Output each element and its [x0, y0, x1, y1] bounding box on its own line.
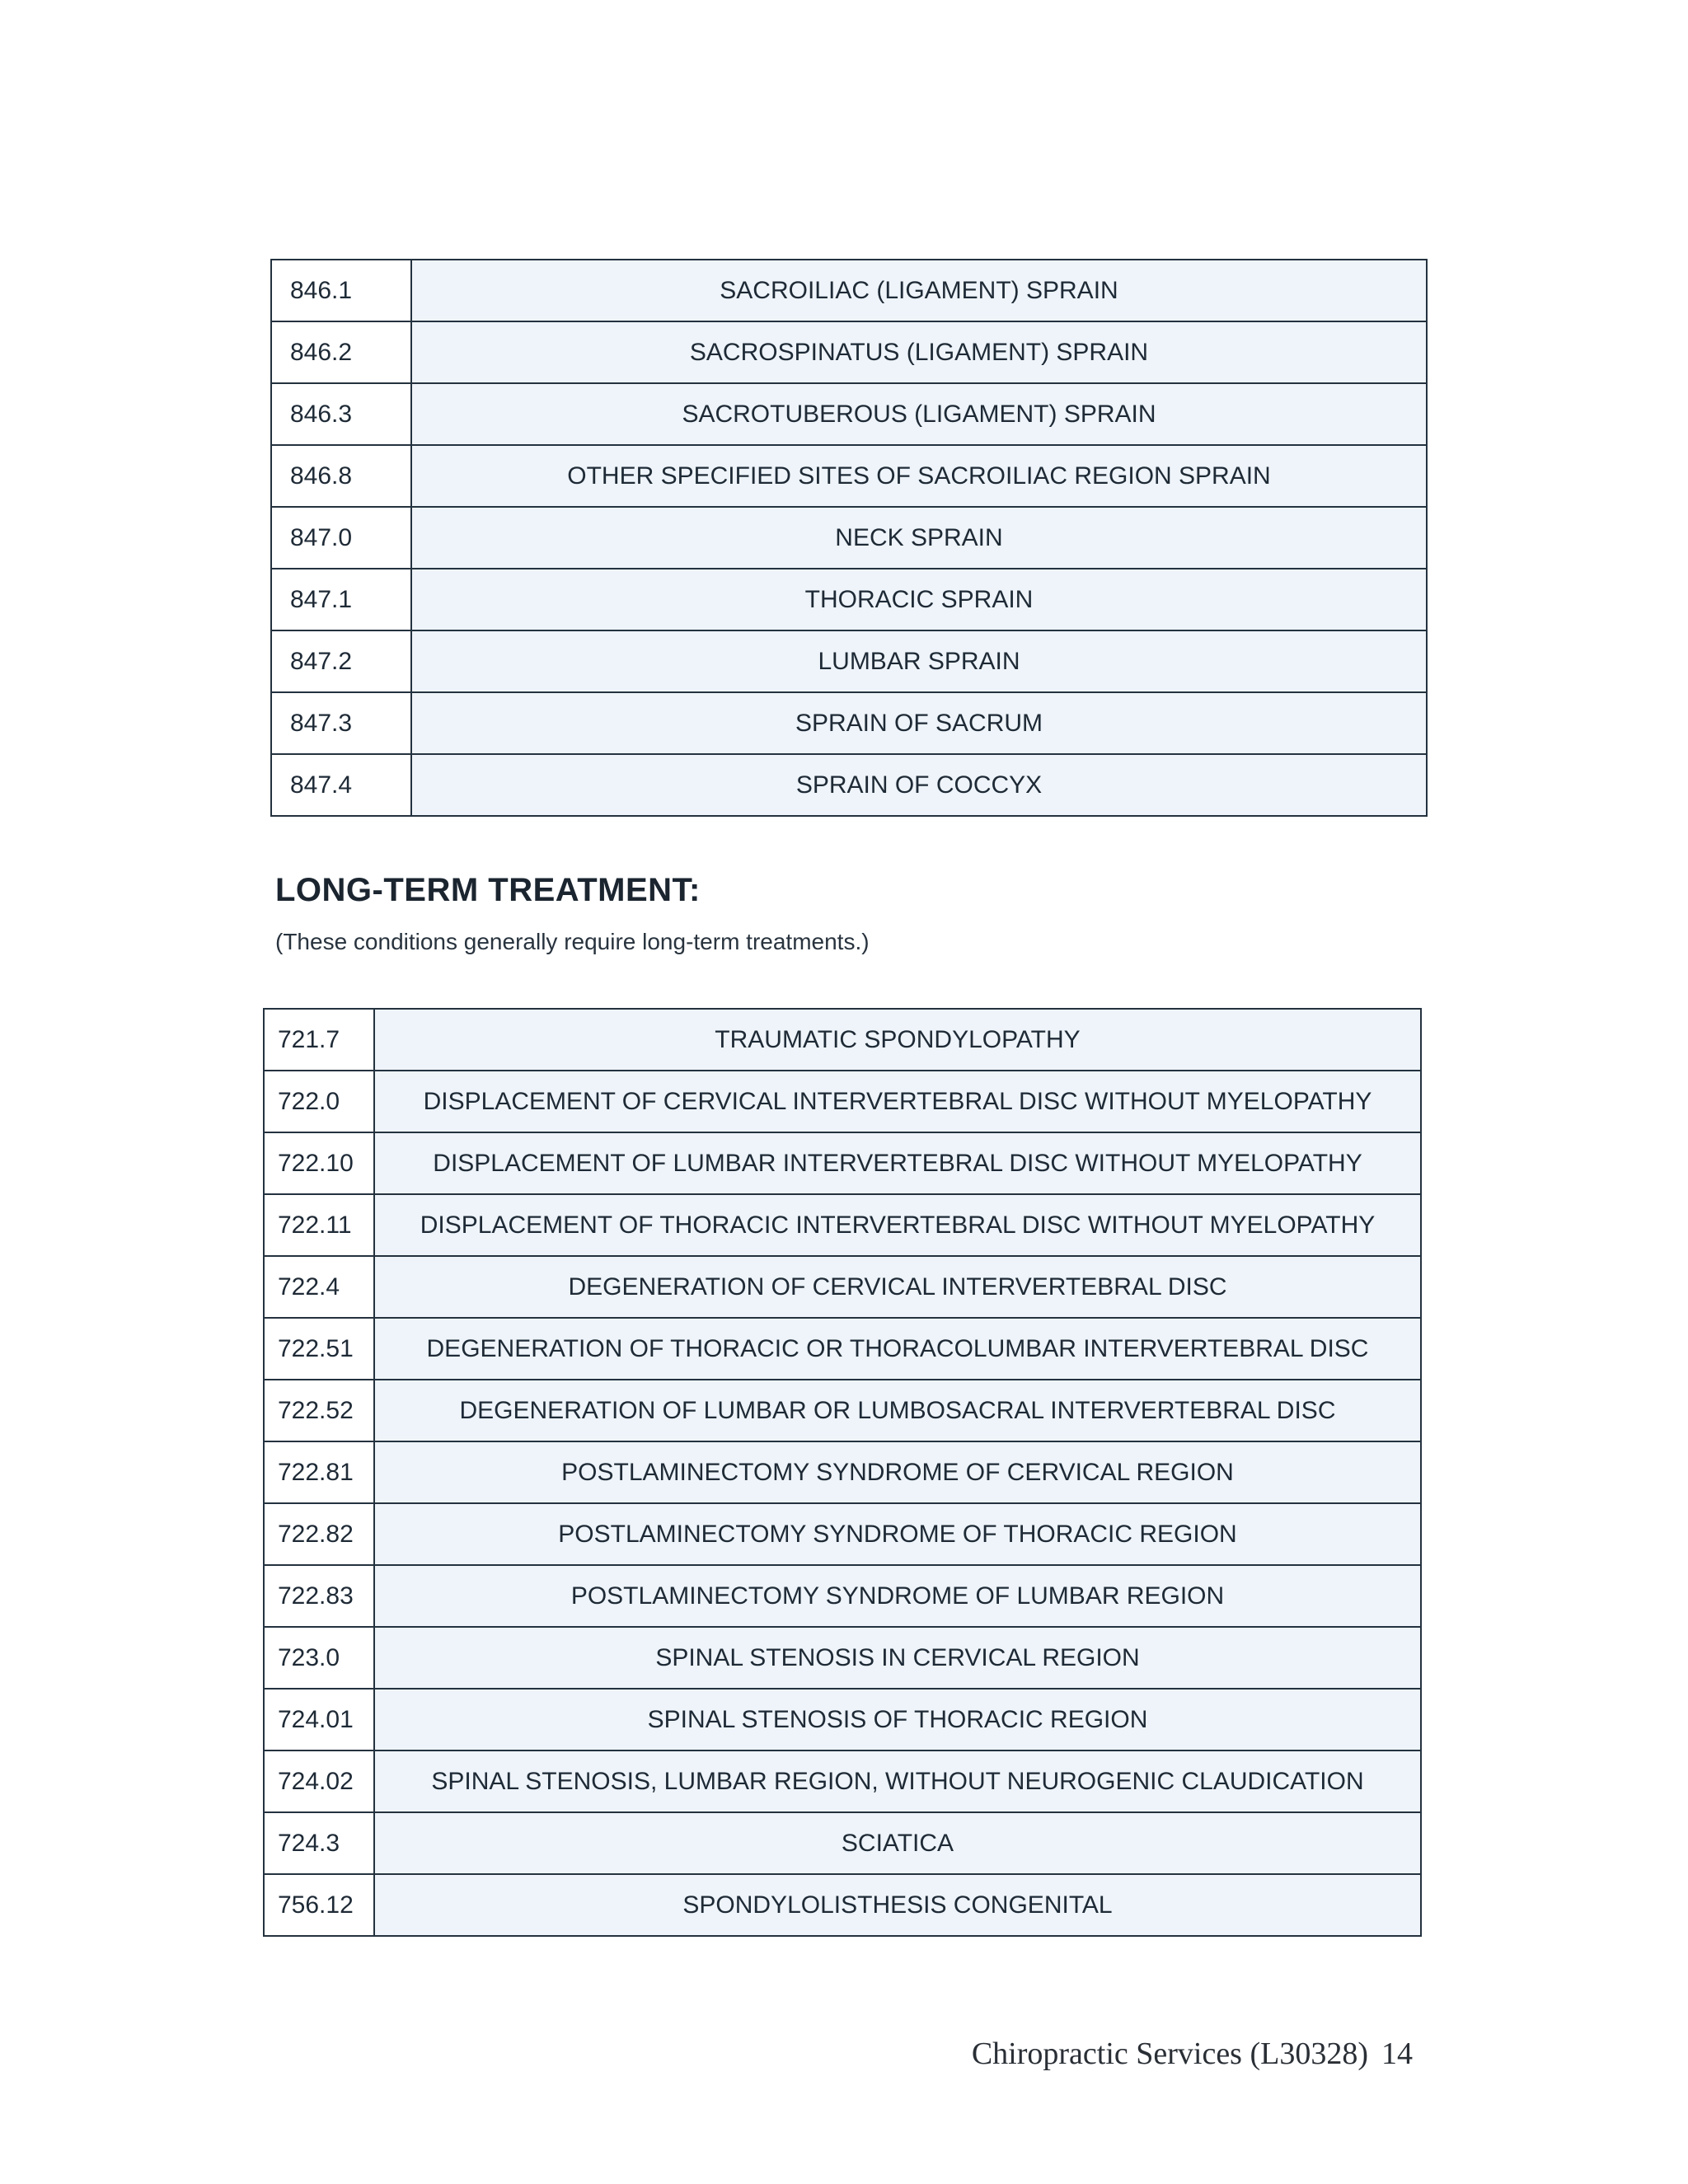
- diagnosis-description: SPINAL STENOSIS, LUMBAR REGION, WITHOUT NEUROGENIC CLAUDICATION: [374, 1750, 1421, 1812]
- table-row: [264, 1009, 1421, 1071]
- table-row: [264, 1441, 1421, 1503]
- table-row: [264, 1689, 1421, 1750]
- table-row: [264, 1132, 1421, 1194]
- diagnosis-description: SPRAIN OF COCCYX: [411, 754, 1427, 816]
- footer-title: Chiropractic Services (L30328): [971, 2036, 1368, 2071]
- diagnosis-code: 724.3: [264, 1812, 374, 1874]
- diagnosis-code: 721.7: [264, 1009, 374, 1071]
- diagnosis-description: DISPLACEMENT OF LUMBAR INTERVERTEBRAL DISC WITHOUT MYELOPATHY: [374, 1132, 1421, 1194]
- section-note: (These conditions generally require long-term treatments.): [275, 929, 870, 954]
- diagnosis-description: DEGENERATION OF LUMBAR OR LUMBOSACRAL INTERVERTEBRAL DISC: [374, 1380, 1421, 1441]
- diagnosis-code: 724.02: [264, 1750, 374, 1812]
- diagnosis-code: 722.83: [264, 1565, 374, 1627]
- diagnosis-description: POSTLAMINECTOMY SYNDROME OF THORACIC REGION: [374, 1503, 1421, 1565]
- diagnosis-description: SACROSPINATUS (LIGAMENT) SPRAIN: [411, 321, 1427, 383]
- diagnosis-code: 847.0: [271, 507, 411, 569]
- diagnosis-code: 722.51: [264, 1318, 374, 1380]
- diagnosis-description: OTHER SPECIFIED SITES OF SACROILIAC REGION SPRAIN: [411, 445, 1427, 507]
- table-row: [271, 260, 1427, 321]
- table-row: [264, 1874, 1421, 1936]
- table-row: [264, 1380, 1421, 1441]
- table-row: [264, 1503, 1421, 1565]
- table-row: [271, 383, 1427, 445]
- section-heading: LONG-TERM TREATMENT:: [275, 872, 701, 908]
- diagnosis-description: DISPLACEMENT OF CERVICAL INTERVERTEBRAL DISC WITHOUT MYELOPATHY: [374, 1071, 1421, 1132]
- diagnosis-description: DEGENERATION OF CERVICAL INTERVERTEBRAL DISC: [374, 1256, 1421, 1318]
- diagnosis-code: 847.1: [271, 569, 411, 630]
- diagnosis-code: 846.3: [271, 383, 411, 445]
- table-row: [264, 1318, 1421, 1380]
- table-row: [264, 1565, 1421, 1627]
- diagnosis-description: THORACIC SPRAIN: [411, 569, 1427, 630]
- diagnosis-description: SCIATICA: [374, 1812, 1421, 1874]
- diagnosis-code: 722.10: [264, 1132, 374, 1194]
- page-footer: [972, 2036, 1413, 2072]
- diagnosis-code: 847.2: [271, 630, 411, 692]
- diagnosis-code: 722.4: [264, 1256, 374, 1318]
- table-row: [264, 1750, 1421, 1812]
- diagnosis-code: 724.01: [264, 1689, 374, 1750]
- diagnosis-code: 722.82: [264, 1503, 374, 1565]
- diagnosis-description: SPRAIN OF SACRUM: [411, 692, 1427, 754]
- table-row: [271, 630, 1427, 692]
- diagnosis-description: SACROTUBEROUS (LIGAMENT) SPRAIN: [411, 383, 1427, 445]
- diagnosis-code: 722.81: [264, 1441, 374, 1503]
- diagnosis-description: TRAUMATIC SPONDYLOPATHY: [374, 1009, 1421, 1071]
- diagnosis-code: 846.2: [271, 321, 411, 383]
- table-row: [264, 1812, 1421, 1874]
- diagnosis-description: SACROILIAC (LIGAMENT) SPRAIN: [411, 260, 1427, 321]
- diagnosis-description: DISPLACEMENT OF THORACIC INTERVERTEBRAL DISC WITHOUT MYELOPATHY: [374, 1194, 1421, 1256]
- diagnosis-code: 847.3: [271, 692, 411, 754]
- table-row: [271, 692, 1427, 754]
- diagnosis-description: SPONDYLOLISTHESIS CONGENITAL: [374, 1874, 1421, 1936]
- diagnosis-description: LUMBAR SPRAIN: [411, 630, 1427, 692]
- diagnosis-code: 723.0: [264, 1627, 374, 1689]
- table-row: [271, 569, 1427, 630]
- diagnosis-description: NECK SPRAIN: [411, 507, 1427, 569]
- table-row: [271, 445, 1427, 507]
- table-row: [271, 754, 1427, 816]
- long-term-code-table: [263, 1008, 1422, 1937]
- diagnosis-description: POSTLAMINECTOMY SYNDROME OF CERVICAL REGION: [374, 1441, 1421, 1503]
- diagnosis-code: 722.11: [264, 1194, 374, 1256]
- diagnosis-code: 722.52: [264, 1380, 374, 1441]
- diagnosis-code: 846.8: [271, 445, 411, 507]
- diagnosis-description: POSTLAMINECTOMY SYNDROME OF LUMBAR REGION: [374, 1565, 1421, 1627]
- diagnosis-description: SPINAL STENOSIS IN CERVICAL REGION: [374, 1627, 1421, 1689]
- page-number: 14: [1381, 2036, 1413, 2071]
- diagnosis-code: 722.0: [264, 1071, 374, 1132]
- short-term-code-table: [270, 259, 1428, 817]
- table-row: [264, 1194, 1421, 1256]
- diagnosis-code: 846.1: [271, 260, 411, 321]
- diagnosis-description: DEGENERATION OF THORACIC OR THORACOLUMBAR INTERVERTEBRAL DISC: [374, 1318, 1421, 1380]
- table-row: [271, 507, 1427, 569]
- diagnosis-code: 756.12: [264, 1874, 374, 1936]
- table-row: [264, 1627, 1421, 1689]
- diagnosis-description: SPINAL STENOSIS OF THORACIC REGION: [374, 1689, 1421, 1750]
- table-row: [271, 321, 1427, 383]
- diagnosis-code: 847.4: [271, 754, 411, 816]
- table-row: [264, 1071, 1421, 1132]
- table-row: [264, 1256, 1421, 1318]
